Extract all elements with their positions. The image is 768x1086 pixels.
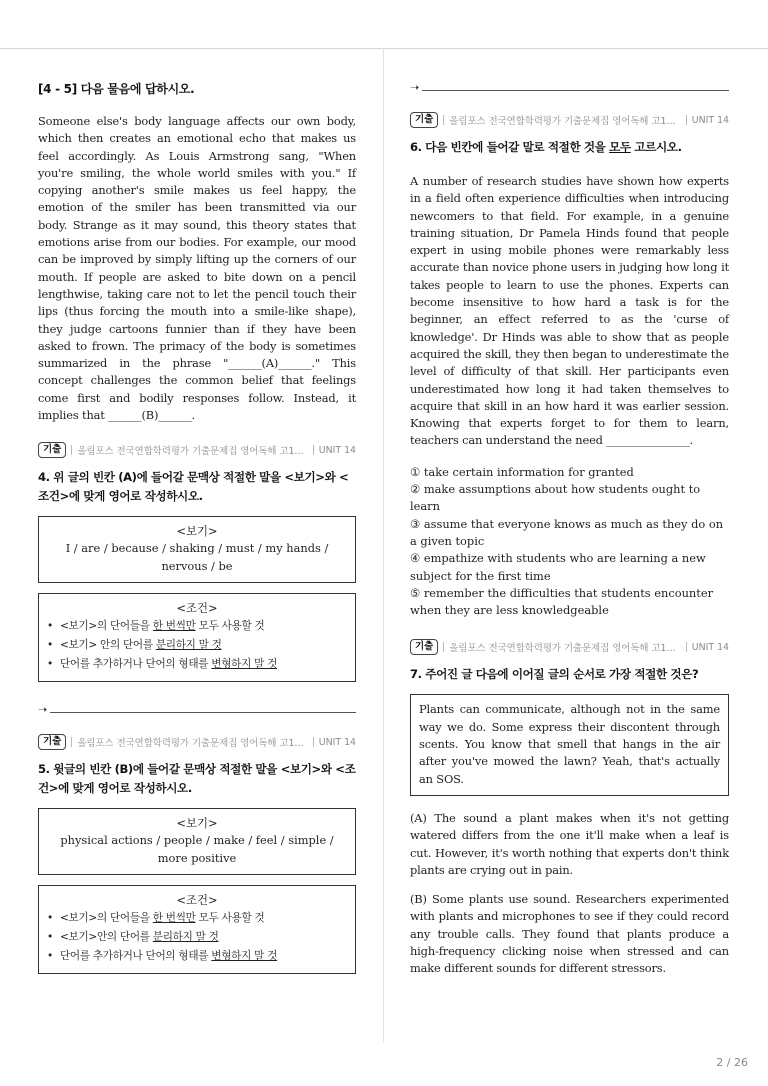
word-bank-title: <보기> xyxy=(176,816,218,831)
word-bank-box xyxy=(38,808,356,875)
separator xyxy=(71,445,72,455)
word-bank-title: <보기> xyxy=(176,524,218,539)
conditions-title: <조건> xyxy=(176,601,218,616)
choice-3[interactable]: ③ assume that everyone knows as much as they do on a given topic xyxy=(410,516,724,548)
question-4-prompt: 4. 위 글의 빈칸 (A)에 들어갈 문맥상 적절한 말을 <보기>와 <조건>에 맞게 영어로 작성하시오. xyxy=(38,470,349,504)
left-column xyxy=(38,80,356,974)
source-text: 올림포스 전국연합학력평가 기출문제집 영어독해 고1... xyxy=(449,643,676,655)
condition-item: • 단어를 추가하거나 단어의 형태를 변형하지 말 것 xyxy=(47,655,347,674)
section-heading: [4 - 5] 다음 물음에 답하시오. xyxy=(38,82,195,96)
question-source-bar xyxy=(38,734,356,750)
separator xyxy=(71,737,72,747)
condition-item: • <보기>의 단어들을 한 번씩만 모두 사용할 것 xyxy=(47,617,347,636)
word-bank-box xyxy=(38,516,356,583)
condition-item: • <보기>안의 단어를 분리하지 말 것 xyxy=(47,928,347,947)
right-column xyxy=(410,80,729,978)
conditions-box xyxy=(38,885,356,974)
word-bank-words: physical actions / people / make / feel / simple / more positive xyxy=(60,833,334,865)
unit-label: UNIT 14 xyxy=(308,445,356,456)
choice-1[interactable]: ① take certain information for granted xyxy=(410,464,634,479)
question-source-bar xyxy=(38,442,356,458)
answer-choices xyxy=(410,464,729,620)
exam-tag: 기출 xyxy=(38,734,66,750)
source-text: 올림포스 전국연합학력평가 기출문제집 영어독해 고1... xyxy=(77,738,304,750)
question-6-prompt: 6. 다음 빈칸에 들어갈 말로 적절한 것을 모두 고르시오. xyxy=(410,140,682,154)
header-rule xyxy=(0,48,768,49)
choice-5[interactable]: ⑤ remember the difficulties that students encounter when they are less knowledgeable xyxy=(410,585,714,618)
arrow-icon: ➝ xyxy=(410,80,420,94)
condition-item: • <보기> 안의 단어를 분리하지 말 것 xyxy=(47,636,347,655)
separator xyxy=(443,642,444,652)
condition-item: • <보기>의 단어들을 한 번씩만 모두 사용할 것 xyxy=(47,909,347,928)
arrow-icon: ➝ xyxy=(38,702,48,716)
answer-line[interactable] xyxy=(38,702,356,716)
source-text: 올림포스 전국연합학력평가 기출문제집 영어독해 고1... xyxy=(77,446,304,458)
conditions-title: <조건> xyxy=(176,893,218,908)
separator xyxy=(443,115,444,125)
choice-2[interactable]: ② make assumptions about how students ought to learn xyxy=(410,482,701,514)
given-text-box: Plants can communicate, although not in the same way we do. Some express their discontent through scents. You know that smell that hangs in the air after you've mowed the lawn? Yeah, that's actually an SOS. xyxy=(410,694,729,795)
unit-label: UNIT 14 xyxy=(681,642,729,653)
question-5-prompt: 5. 윗글의 빈칸 (B)에 들어갈 문맥상 적절한 말을 <보기>와 <조건>에 맞게 영어로 작성하시오. xyxy=(38,762,356,796)
conditions-box xyxy=(38,593,356,682)
condition-item: • 단어를 추가하거나 단어의 형태를 변형하지 말 것 xyxy=(47,947,347,966)
question-7-prompt: 7. 주어진 글 다음에 이어질 글의 순서로 가장 적절한 것은? xyxy=(410,667,699,682)
exam-tag: 기출 xyxy=(410,112,438,128)
question-source-bar xyxy=(410,639,729,655)
word-bank-words: I / are / because / shaking / must / my hands / nervous / be xyxy=(65,541,329,573)
paragraph-a: (A) The sound a plant makes when it's not getting watered differs from the one it'll make when a leaf is cut. However, it's worth nothing that experts don't think plants are crying out in pain. xyxy=(410,810,729,877)
column-divider xyxy=(383,48,384,1043)
exam-tag: 기출 xyxy=(410,639,438,655)
paragraph-b: (B) Some plants use sound. Researchers experimented with plants and microphones to see if they could record any trouble calls. They found that plants produce a high-frequency clicking noise when stressed and can make different sounds for different stressors. xyxy=(410,892,729,976)
unit-label: UNIT 14 xyxy=(308,737,356,748)
choice-4[interactable]: ④ empathize with students who are learning a new subject for the first time xyxy=(410,551,706,583)
unit-label: UNIT 14 xyxy=(681,115,729,126)
reading-passage: A number of research studies have shown how experts in a field often experience difficulties when introducing newcomers to that field. For example, in a genuine training situation, Dr Pamela Hinds found that people expert in using mobile phones were remarkably less accurate than novice phone users in judging how long it takes people to learn to use the phones. Experts can become insensitive to how hard a task is for the beginner, an effect referred to as the 'curse of knowledge'. Dr Hinds was able to show that as people acquired the skill, they then began to underestimate the level of difficulty of that skill. Her participants even underestimated how long it had taken themselves to acquire that skill in an how hard it was earlier session. Knowing that experts forget to for them to learn, teachers can understand the need _______________. xyxy=(410,174,729,448)
page-number: 2 / 26 xyxy=(716,1056,748,1069)
reading-passage: Someone else's body language affects our own body, which then creates an emotional echo that makes us feel accordingly. As Louis Armstrong sang, "When you're smiling, the whole world smiles with you." If copying another's smile makes us feel happy, the emotion of the smiler has been transmitted via our body. Strange as it may sound, this theory states that emotions arise from our bodies. For example, our mood can be improved by simply lifting up the corners of our mouth. If people are asked to bite down on a pencil lengthwise, taking care not to let the pencil touch their lips (thus forcing the mouth into a smile-like shape), they judge cartoons funnier than if they have been asked to frown. The primacy of the body is sometimes summarized in the phrase "______(A)______." This concept challenges the common belief that feelings come first and bodily responses follow. Instead, it implies that ______(B)______. xyxy=(38,114,356,423)
source-text: 올림포스 전국연합학력평가 기출문제집 영어독해 고1... xyxy=(449,116,676,127)
exam-tag: 기출 xyxy=(38,442,66,458)
question-source-bar xyxy=(410,112,729,128)
answer-line[interactable] xyxy=(410,80,729,94)
